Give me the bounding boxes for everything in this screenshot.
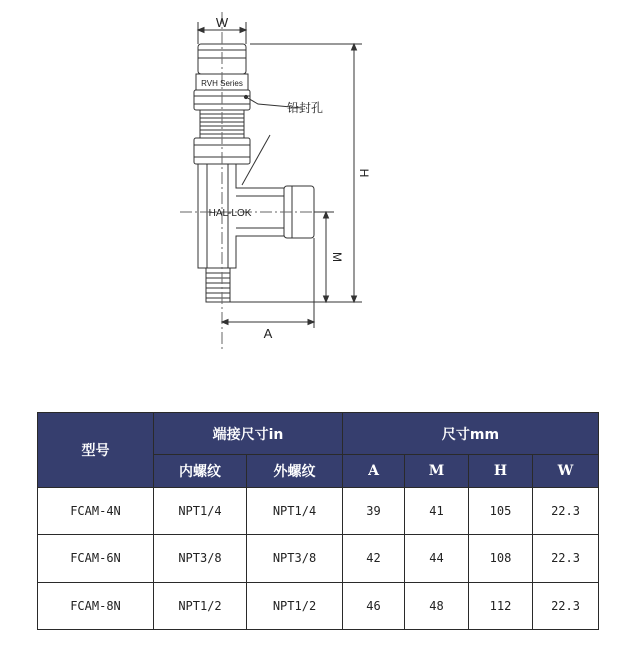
table-row <box>38 582 599 629</box>
cell-outer: NPT1/4 <box>247 488 343 535</box>
cell-outer: NPT1/2 <box>247 582 343 629</box>
dim-w-label: W <box>215 15 229 30</box>
header-inner-thread: 内螺纹 <box>154 455 247 488</box>
cell-m: 48 <box>405 582 469 629</box>
dim-a-label: A <box>263 326 273 341</box>
cell-h: 112 <box>469 582 533 629</box>
cell-m: 44 <box>405 535 469 582</box>
cell-a: 46 <box>343 582 405 629</box>
cell-w: 22.3 <box>533 488 599 535</box>
header-col-h: H <box>469 455 533 488</box>
cell-inner: NPT1/2 <box>154 582 247 629</box>
cell-inner: NPT1/4 <box>154 488 247 535</box>
cell-h: 108 <box>469 535 533 582</box>
cell-model: FCAM-4N <box>38 488 154 535</box>
header-col-m: M <box>405 455 469 488</box>
cell-m: 41 <box>405 488 469 535</box>
cell-a: 39 <box>343 488 405 535</box>
header-dim-group: 尺寸mm <box>343 413 599 455</box>
cell-a: 42 <box>343 535 405 582</box>
header-col-a: A <box>343 455 405 488</box>
cell-w: 22.3 <box>533 535 599 582</box>
header-model: 型号 <box>38 413 154 488</box>
table-row <box>38 535 599 582</box>
cell-inner: NPT3/8 <box>154 535 247 582</box>
series-label: RVH Series <box>201 79 243 88</box>
cell-outer: NPT3/8 <box>247 535 343 582</box>
cell-model: FCAM-8N <box>38 582 154 629</box>
dim-m-label: M <box>330 252 344 262</box>
cell-h: 105 <box>469 488 533 535</box>
header-col-w: W <box>533 455 599 488</box>
header-port-group: 端接尺寸in <box>154 413 343 455</box>
table-row <box>38 488 599 535</box>
header-outer-thread: 外螺纹 <box>247 455 343 488</box>
brand-label: HAL-LOK <box>208 208 252 219</box>
dim-h-label: H <box>357 168 371 178</box>
seal-hole-label: 铅封孔 <box>287 101 324 115</box>
cell-model: FCAM-6N <box>38 535 154 582</box>
spec-table <box>37 412 599 630</box>
cell-w: 22.3 <box>533 582 599 629</box>
